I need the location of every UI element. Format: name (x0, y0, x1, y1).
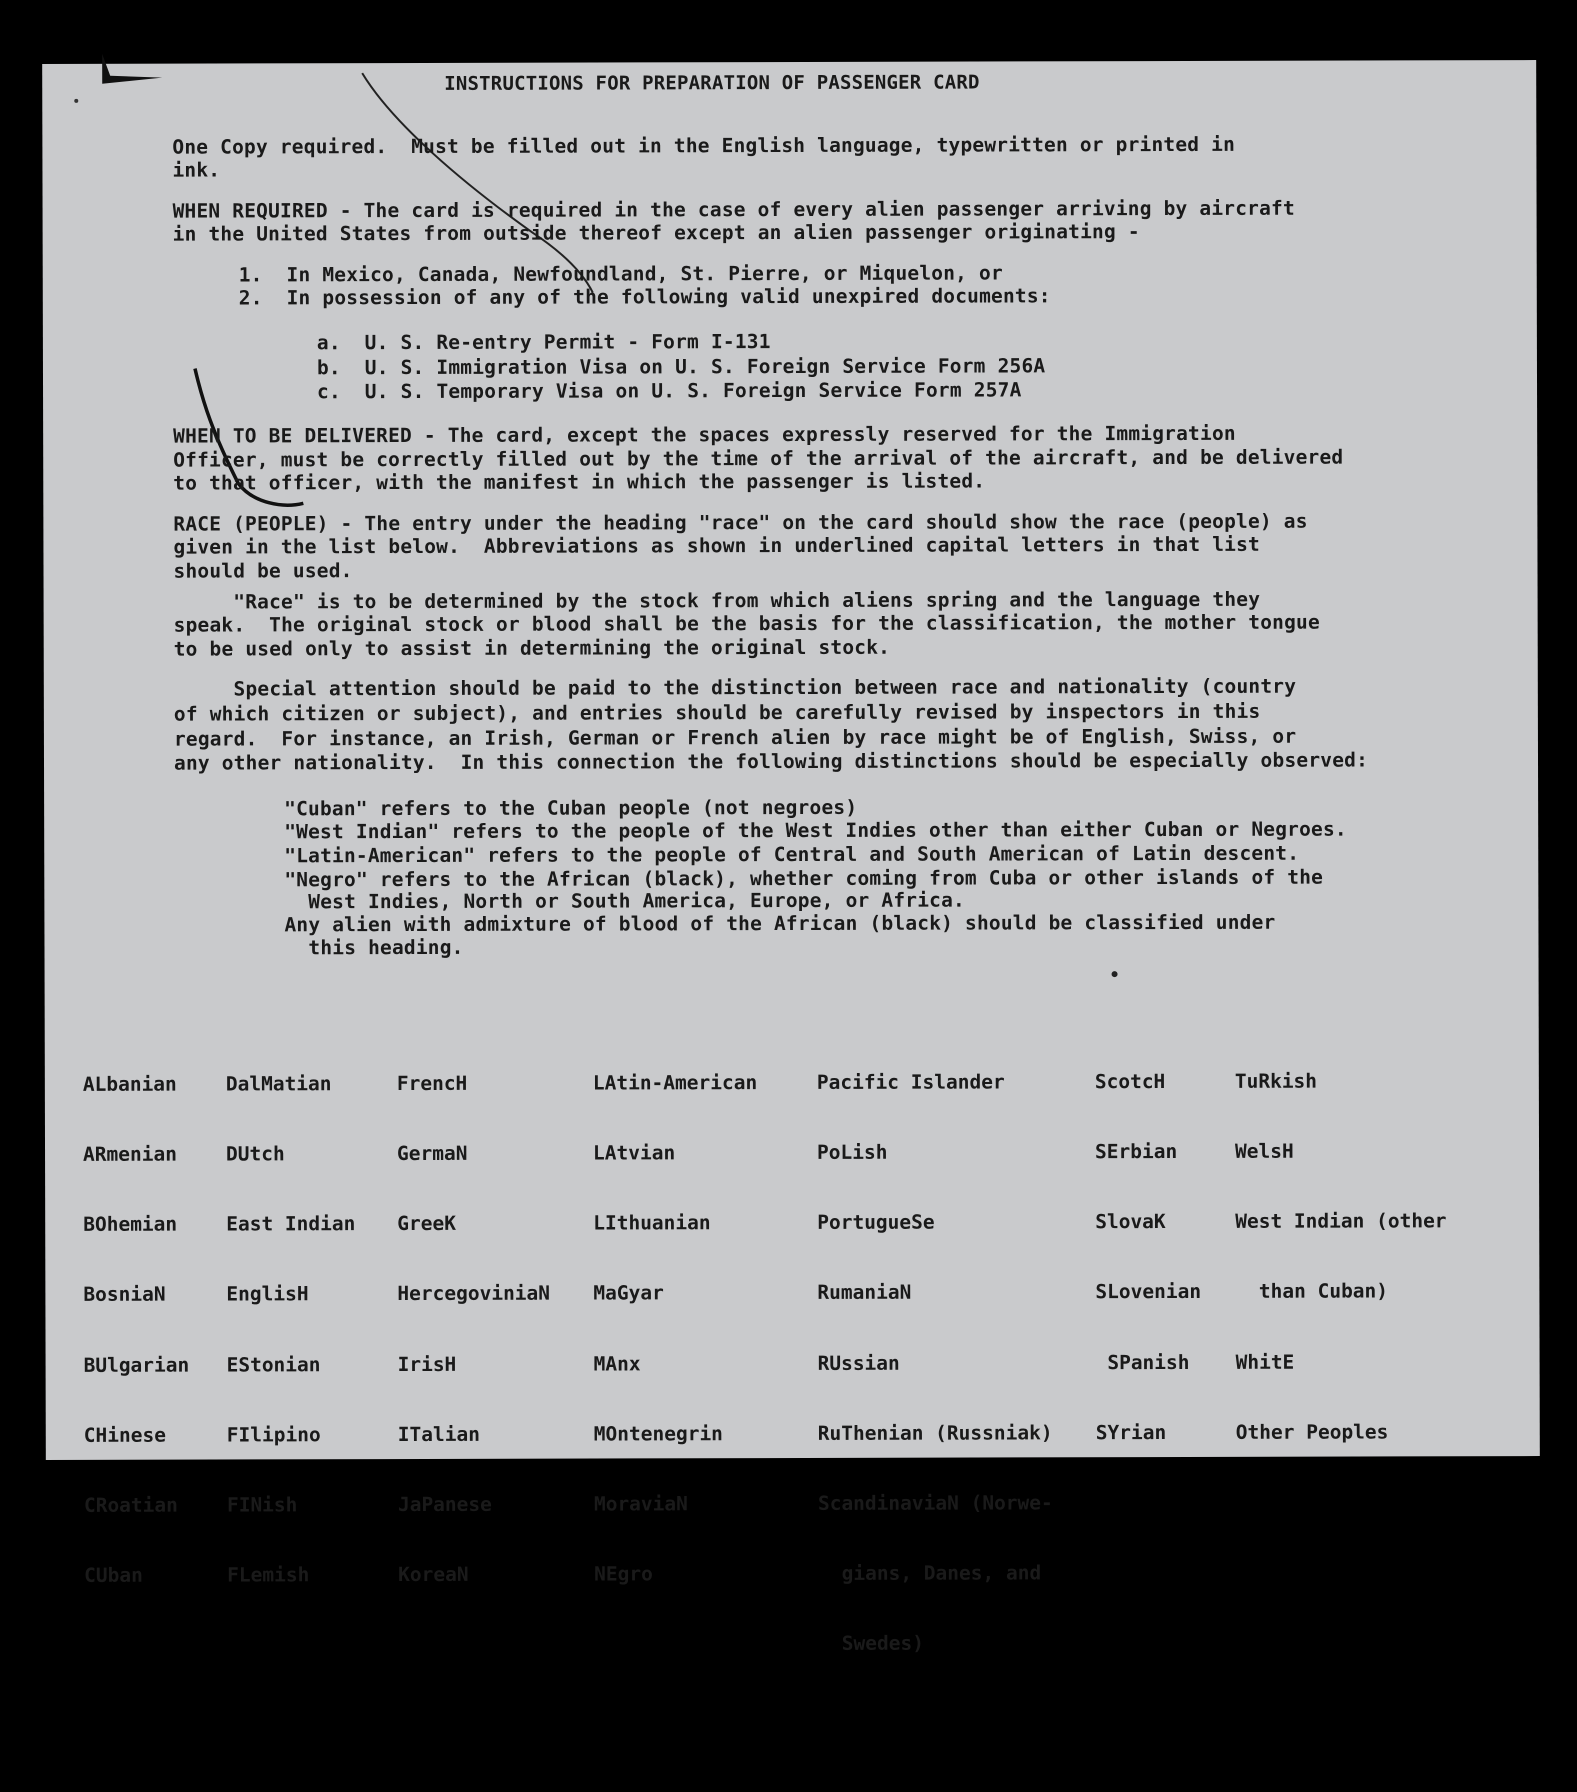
special-line-4: any other nationality. In this connection the following distinctions should be especially observed: (173, 748, 1369, 775)
race-item: SYrian (1095, 1420, 1167, 1445)
race-column-4 (593, 1024, 759, 1633)
when-required-line-1: WHEN REQUIRED - The card is required in the case of every alien passenger arriving by aircraft (172, 196, 1295, 223)
race-item: RuThenian (Russniak) (817, 1421, 1053, 1445)
race-item: PoLish (816, 1140, 888, 1164)
race-item: SErbian (1094, 1140, 1178, 1164)
special-line-1: Special attention should be paid to the distinction between race and nationality (country (173, 674, 1297, 701)
distinction-line-1: "Cuban" refers to the Cuban people (not negroes) (284, 795, 858, 821)
race-item: MAnx (593, 1352, 641, 1376)
race-item: Swedes) (818, 1632, 925, 1656)
distinction-line-2: "West Indian" refers to the people of the West Indies other than either Cuban or Negroes. (284, 817, 1347, 844)
lettered-item-a: a. U. S. Re-entry Permit - Form I-131 (316, 330, 771, 355)
race-item: gians, Danes, and (818, 1561, 1042, 1586)
distinction-line-3: "Latin-American" refers to the people of Central and South American of Latin descent. (284, 841, 1300, 868)
numbered-item-2: 2. In possession of any of the following valid unexpired documents: (238, 284, 1051, 310)
race-item: SPanish (1095, 1350, 1190, 1374)
race-item: CUban (84, 1563, 143, 1588)
race-item: DUtch (225, 1142, 285, 1166)
race-item: SlovaK (1095, 1210, 1166, 1234)
race-column-2 (226, 1025, 357, 1634)
numbered-item-1: 1. In Mexico, Canada, Newfoundland, St. Pierre, or Miquelon, or (238, 261, 1003, 287)
race-item: ScotcH (1094, 1069, 1166, 1094)
race-item: IrisH (397, 1352, 457, 1376)
race-item: WelsH (1234, 1139, 1294, 1163)
race-item: ScandinaviaN (Norwe- (817, 1491, 1053, 1515)
race-item: BOhemian (83, 1212, 178, 1237)
race-item: MOntenegrin (593, 1422, 723, 1446)
special-line-2: of which citizen or subject), and entries should be carefully revised by inspectors in this (173, 699, 1261, 726)
race-column-5 (817, 1023, 1054, 1702)
race-item: LIthuanian (593, 1211, 711, 1235)
race-item: ITalian (397, 1422, 480, 1446)
race-item: West Indian (other (1235, 1209, 1447, 1234)
race-item: ALbanian (82, 1072, 177, 1096)
when-required-line-2: in the United States from outside thereof except an alien passenger originating - (172, 220, 1140, 246)
race-item: Other Peoples (1235, 1420, 1389, 1444)
race-item: Pacific Islander (816, 1070, 1005, 1094)
race-item: JaPanese (397, 1492, 492, 1517)
race-line-3: should be used. (173, 559, 353, 583)
race-item: LAtin-American (592, 1070, 758, 1095)
race-line-2: given in the list below. Abbreviations as shown in underlined capital letters in that list (173, 532, 1261, 559)
distinction-line-5: West Indies, North or South America, Europe, or Africa. (284, 888, 965, 914)
race-column-3 (397, 1025, 551, 1634)
race-item: BUlgarian (83, 1353, 190, 1377)
race-item: EStonian (226, 1352, 321, 1377)
race-item: FrencH (396, 1071, 468, 1095)
race-item: KoreaN (398, 1563, 469, 1587)
race-item: CHinese (83, 1423, 166, 1447)
race-item: RUssian (817, 1351, 900, 1375)
race-item: ARmenian (82, 1142, 177, 1166)
lettered-item-c: c. U. S. Temporary Visa on U. S. Foreign Service Form 257A (317, 378, 1022, 404)
race-line-1: RACE (PEOPLE) - The entry under the heading "race" on the card should show the race (people) as (173, 509, 1308, 536)
page-title: INSTRUCTIONS FOR PREPARATION OF PASSENGER CARD (444, 71, 980, 95)
race-item: TuRkish (1234, 1069, 1318, 1093)
race-item: MaGyar (593, 1281, 664, 1305)
race-def-line-2: speak. The original stock or blood shall be the basis for the classification, the mother tongue (173, 610, 1320, 637)
when-delivered-line-1: WHEN TO BE DELIVERED - The card, except the spaces expressly reserved for the Immigration (173, 421, 1236, 448)
intro-line-2: ink. (172, 158, 221, 182)
race-item: than Cuban) (1235, 1279, 1389, 1304)
race-def-line-3: to be used only to assist in determining the original stock. (173, 635, 891, 661)
race-column-6 (1095, 1023, 1202, 1491)
distinction-line-4: "Negro" refers to the African (black), whether coming from Cuba or other islands of the (284, 865, 1324, 892)
race-item: LAtvian (592, 1141, 676, 1165)
distinction-line-6: Any alien with admixture of blood of the African (black) should be classified under (284, 910, 1276, 937)
race-item: WhitE (1235, 1350, 1295, 1374)
lettered-item-b: b. U. S. Immigration Visa on U. S. Foreign Service Form 256A (316, 354, 1046, 380)
when-delivered-line-2: Officer, must be correctly filled out by the time of the arrival of the aircraft, and be delivered (173, 445, 1344, 472)
race-def-line-1: "Race" is to be determined by the stock from which aliens spring and the language they (173, 587, 1261, 614)
race-item: CRoatian (83, 1493, 178, 1517)
race-item: GreeK (397, 1212, 456, 1236)
race-item: MoraviaN (593, 1492, 688, 1516)
document-page (42, 60, 1540, 1656)
race-item: BosniaN (83, 1283, 166, 1307)
race-item: SLovenian (1095, 1280, 1202, 1304)
race-column-1 (83, 1026, 190, 1635)
race-item: GermaN (396, 1141, 468, 1166)
race-item: FLemish (227, 1563, 310, 1587)
race-item: FINish (226, 1493, 298, 1517)
special-line-3: regard. For instance, an Irish, German or French alien by race might be of English, Swiss, or (173, 724, 1297, 751)
race-item: HercegoviniaN (397, 1282, 551, 1306)
race-item: East Indian (226, 1212, 356, 1236)
race-item: PortugueSe (817, 1210, 935, 1235)
race-item: FIlipino (226, 1423, 321, 1447)
when-delivered-line-3: to that officer, with the manifest in which the passenger is listed. (173, 469, 986, 495)
distinction-line-7: this heading. (284, 935, 464, 960)
race-item: DalMatian (225, 1072, 332, 1096)
race-column-7 (1235, 1022, 1448, 1491)
race-item: RumaniaN (817, 1281, 912, 1305)
race-item: NEgro (594, 1562, 653, 1586)
race-item: EnglisH (226, 1282, 309, 1306)
intro-line-1: One Copy required. Must be filled out in the English language, typewritten or printed in (172, 132, 1236, 159)
